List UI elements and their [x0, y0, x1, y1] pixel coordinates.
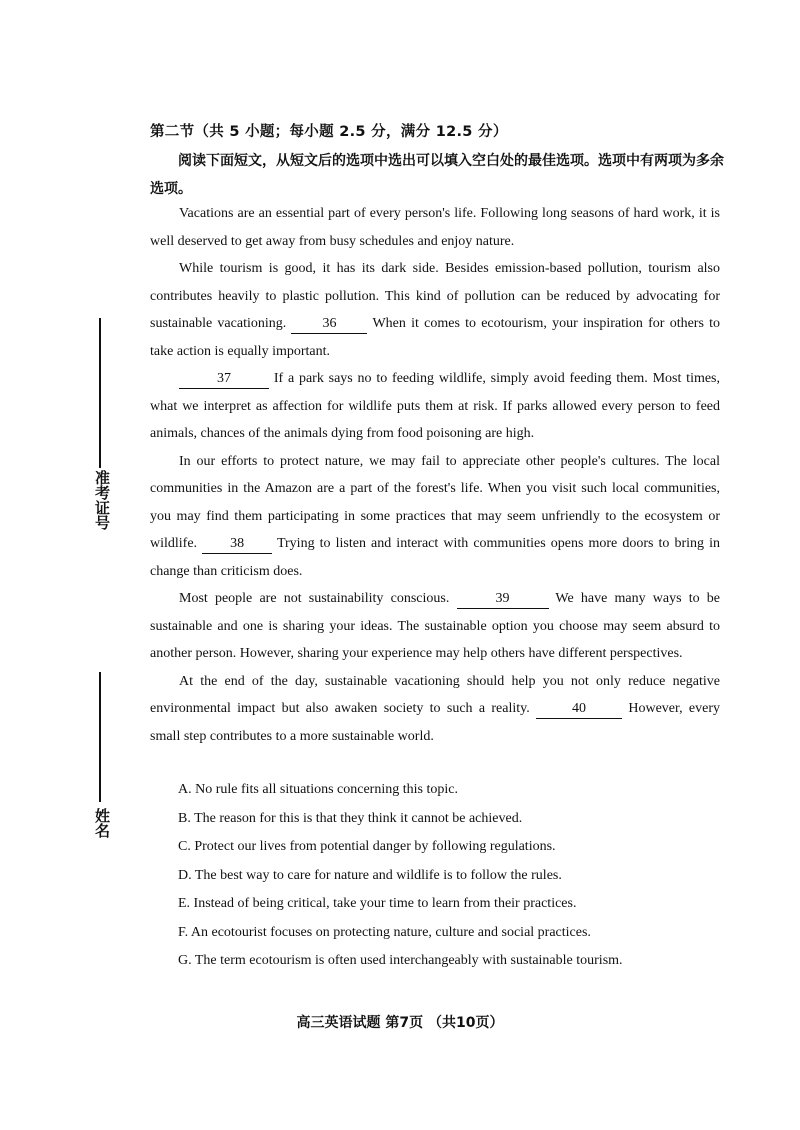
option-c: C. Protect our lives from potential danger by following regulations.: [178, 839, 556, 854]
option-a: A. No rule fits all situations concerning this topic.: [178, 782, 458, 797]
blank-40: 40: [536, 700, 622, 719]
paragraph-5: [150, 585, 720, 668]
paragraph-3: [150, 365, 720, 448]
paragraph-2: [150, 255, 720, 365]
paragraph-2-text-after: When it comes to ecotourism, your inspiration for others to take action is equally important.: [150, 316, 721, 359]
paragraph-5-text-after: We have many ways to be sustainable and one is sharing your ideas. The sustainable option you choose may seem absurd to another person. However, sharing your experience may help others have different perspectives.: [150, 591, 720, 661]
option-g: G. The term ecotourism is often used interchangeably with sustainable tourism.: [178, 953, 623, 968]
paragraph-6-text-before: At the end of the day, sustainable vacationing should help you not only reduce negative environmental impact but also awaken society to such a reality.: [150, 673, 720, 716]
option-b: B. The reason for this is that they think it cannot be achieved.: [178, 810, 523, 826]
option-f: F. An ecotourist focuses on protecting nature, culture and social practices.: [178, 924, 591, 940]
passage: [150, 200, 720, 750]
section-heading: 第二节（共 5 小题；每小题 2.5 分，满分 12.5 分）: [150, 124, 508, 140]
paragraph-6: [150, 668, 720, 751]
paragraph-4: [150, 448, 720, 586]
page-footer: 高三英语试题 第7页 （共10页）: [296, 1015, 504, 1031]
blank-38: 38: [202, 535, 272, 554]
option-d: D. The best way to care for nature and wildlife is to follow the rules.: [178, 867, 562, 883]
name-label: 姓名: [93, 808, 111, 838]
paragraph-1: Vacations are an essential part of every person's life. Following long seasons of hard work, it is well deserved to get away from busy schedules and enjoy nature.: [150, 206, 720, 249]
instruction-text: 阅读下面短文，从短文后的选项中选出可以填入空白处的最佳选项。选项中有两项为多余选项。: [150, 153, 724, 197]
paragraph-5-text-before: Most people are not sustainability conscious.: [179, 591, 450, 606]
paragraph-6-text-after: However, every small step contributes to a more sustainable world.: [150, 701, 720, 744]
answer-options: [178, 776, 623, 976]
option-e: E. Instead of being critical, take your time to learn from their practices.: [178, 896, 577, 911]
paragraph-2-text-before: While tourism is good, it has its dark side. Besides emission-based pollution, tourism also contributes heavily to plastic pollution. This kind of pollution can be reduced by advocating for sustainable vacationing.: [150, 261, 720, 331]
blank-39: 39: [457, 590, 549, 609]
exam-id-label: 准考证号: [93, 470, 111, 530]
blank-37: 37: [179, 370, 269, 389]
paragraph-4-text-after: Trying to listen and interact with communities opens more doors to bring in change than criticism does.: [150, 536, 720, 579]
paragraph-4-text-before: In our efforts to protect nature, we may fail to appreciate other people's cultures. The local communities in the Amazon are a part of the forest's life. When you visit such local communities, you may find them participating in some practices that may seem unfriendly to the ecosystem or wildlife.: [150, 453, 720, 551]
name-underline: [99, 672, 101, 802]
exam-id-underline: [99, 318, 101, 468]
blank-36: 36: [291, 315, 367, 334]
paragraph-3-text: If a park says no to feeding wildlife, simply avoid feeding them. Most times, what we interpret as affection for wildlife puts them at risk. If parks allowed every person to feed animals, chances of the animals dying from food poisoning are high.: [150, 371, 721, 441]
